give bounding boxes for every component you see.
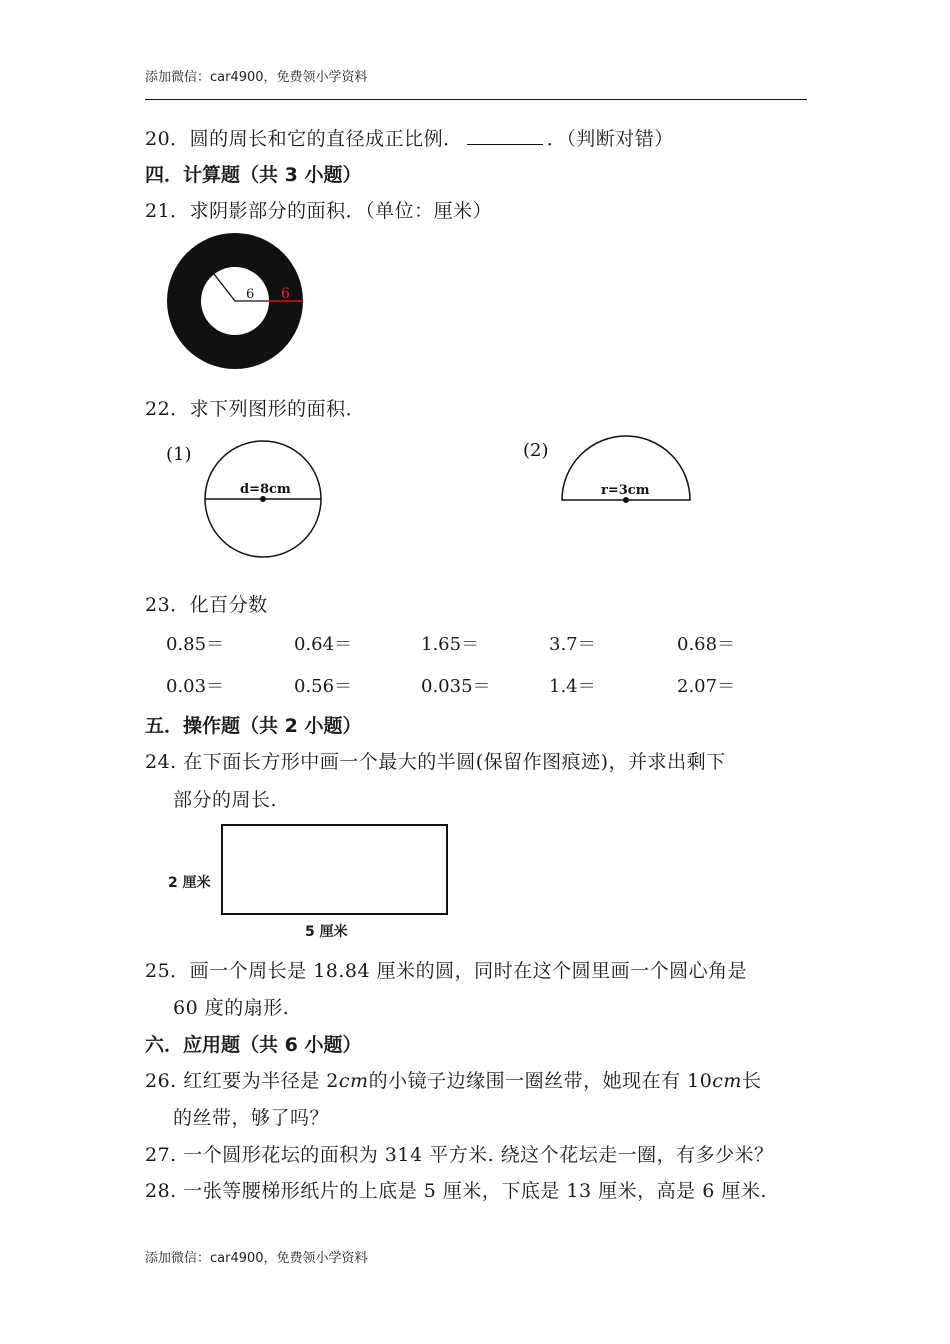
question-20-suffix: ．（判断对错） <box>546 128 674 150</box>
conversion-item: 0.56＝ <box>294 676 353 697</box>
conversion-item: 0.03＝ <box>166 676 225 697</box>
unit-cm: cm <box>338 1070 369 1092</box>
conversion-item: 0.035＝ <box>421 676 491 697</box>
question-20-text: 20．圆的周长和它的直径成正比例． <box>145 128 463 150</box>
conversion-item: 0.64＝ <box>294 634 353 655</box>
inner-radius-label: 6 <box>246 287 255 302</box>
header-divider <box>145 99 807 100</box>
question-26-part1: 26. 红红要为半径是 2 <box>145 1070 339 1092</box>
page-footer: 添加微信：car4900，免费领小学资料 <box>145 1251 368 1266</box>
conversion-item: 0.85＝ <box>166 634 225 655</box>
question-25-line1: 25．画一个周长是 18.84 厘米的圆，同时在这个圆里画一个圆心角是 <box>145 960 748 982</box>
conversion-item: 0.68＝ <box>677 634 736 655</box>
question-25-line2: 60 度的扇形. <box>173 997 290 1019</box>
question-27-text: 27. 一个圆形花坛的面积为 314 平方米. 绕这个花坛走一圈，有多少米？ <box>145 1144 774 1166</box>
section-5-title: 五．操作题（共 2 小题） <box>145 715 362 737</box>
conversion-item: 1.4＝ <box>549 676 596 697</box>
question-23-text: 23．化百分数 <box>145 594 268 616</box>
question-26-line1 <box>145 1066 761 1093</box>
question-20 <box>145 124 674 151</box>
question-24-line2: 部分的周长. <box>173 789 278 811</box>
conversion-item: 1.65＝ <box>421 634 480 655</box>
answer-blank[interactable] <box>467 126 543 145</box>
rectangle-figure <box>221 824 448 915</box>
conversion-item: 2.07＝ <box>677 676 736 697</box>
section-6-title: 六．应用题（共 6 小题） <box>145 1034 362 1056</box>
page-header: 添加微信：car4900，免费领小学资料 <box>145 70 368 85</box>
rectangle-width-label: 5 厘米 <box>305 924 348 940</box>
question-22-text: 22．求下列图形的面积． <box>145 398 366 420</box>
figure-1-label: (1) <box>166 444 192 465</box>
question-21-text: 21．求阴影部分的面积．（单位：厘米） <box>145 200 493 222</box>
ring-width-label: 6 <box>281 286 290 302</box>
question-24-line1: 24. 在下面长方形中画一个最大的半圆(保留作图痕迹)，并求出剩下 <box>145 751 726 773</box>
question-26-line2: 的丝带，够了吗？ <box>173 1107 330 1129</box>
unit-cm: cm <box>712 1070 742 1092</box>
diameter-label: d=8cm <box>240 482 291 497</box>
question-28-text: 28. 一张等腰梯形纸片的上底是 5 厘米，下底是 13 厘米，高是 6 厘米. <box>145 1180 767 1202</box>
radius-label: r=3cm <box>601 483 650 498</box>
question-26-part3: 长 <box>741 1070 762 1092</box>
rectangle-height-label: 2 厘米 <box>168 875 211 891</box>
semicircle-figure <box>515 432 705 512</box>
circle-figure <box>160 432 335 567</box>
annulus-figure <box>160 228 310 378</box>
section-4-title: 四．计算题（共 3 小题） <box>145 164 362 186</box>
figure-2-label: (2) <box>523 440 549 461</box>
conversion-item: 3.7＝ <box>549 634 596 655</box>
question-26-part2: 的小镜子边缘围一圈丝带，她现在有 10 <box>368 1070 713 1092</box>
